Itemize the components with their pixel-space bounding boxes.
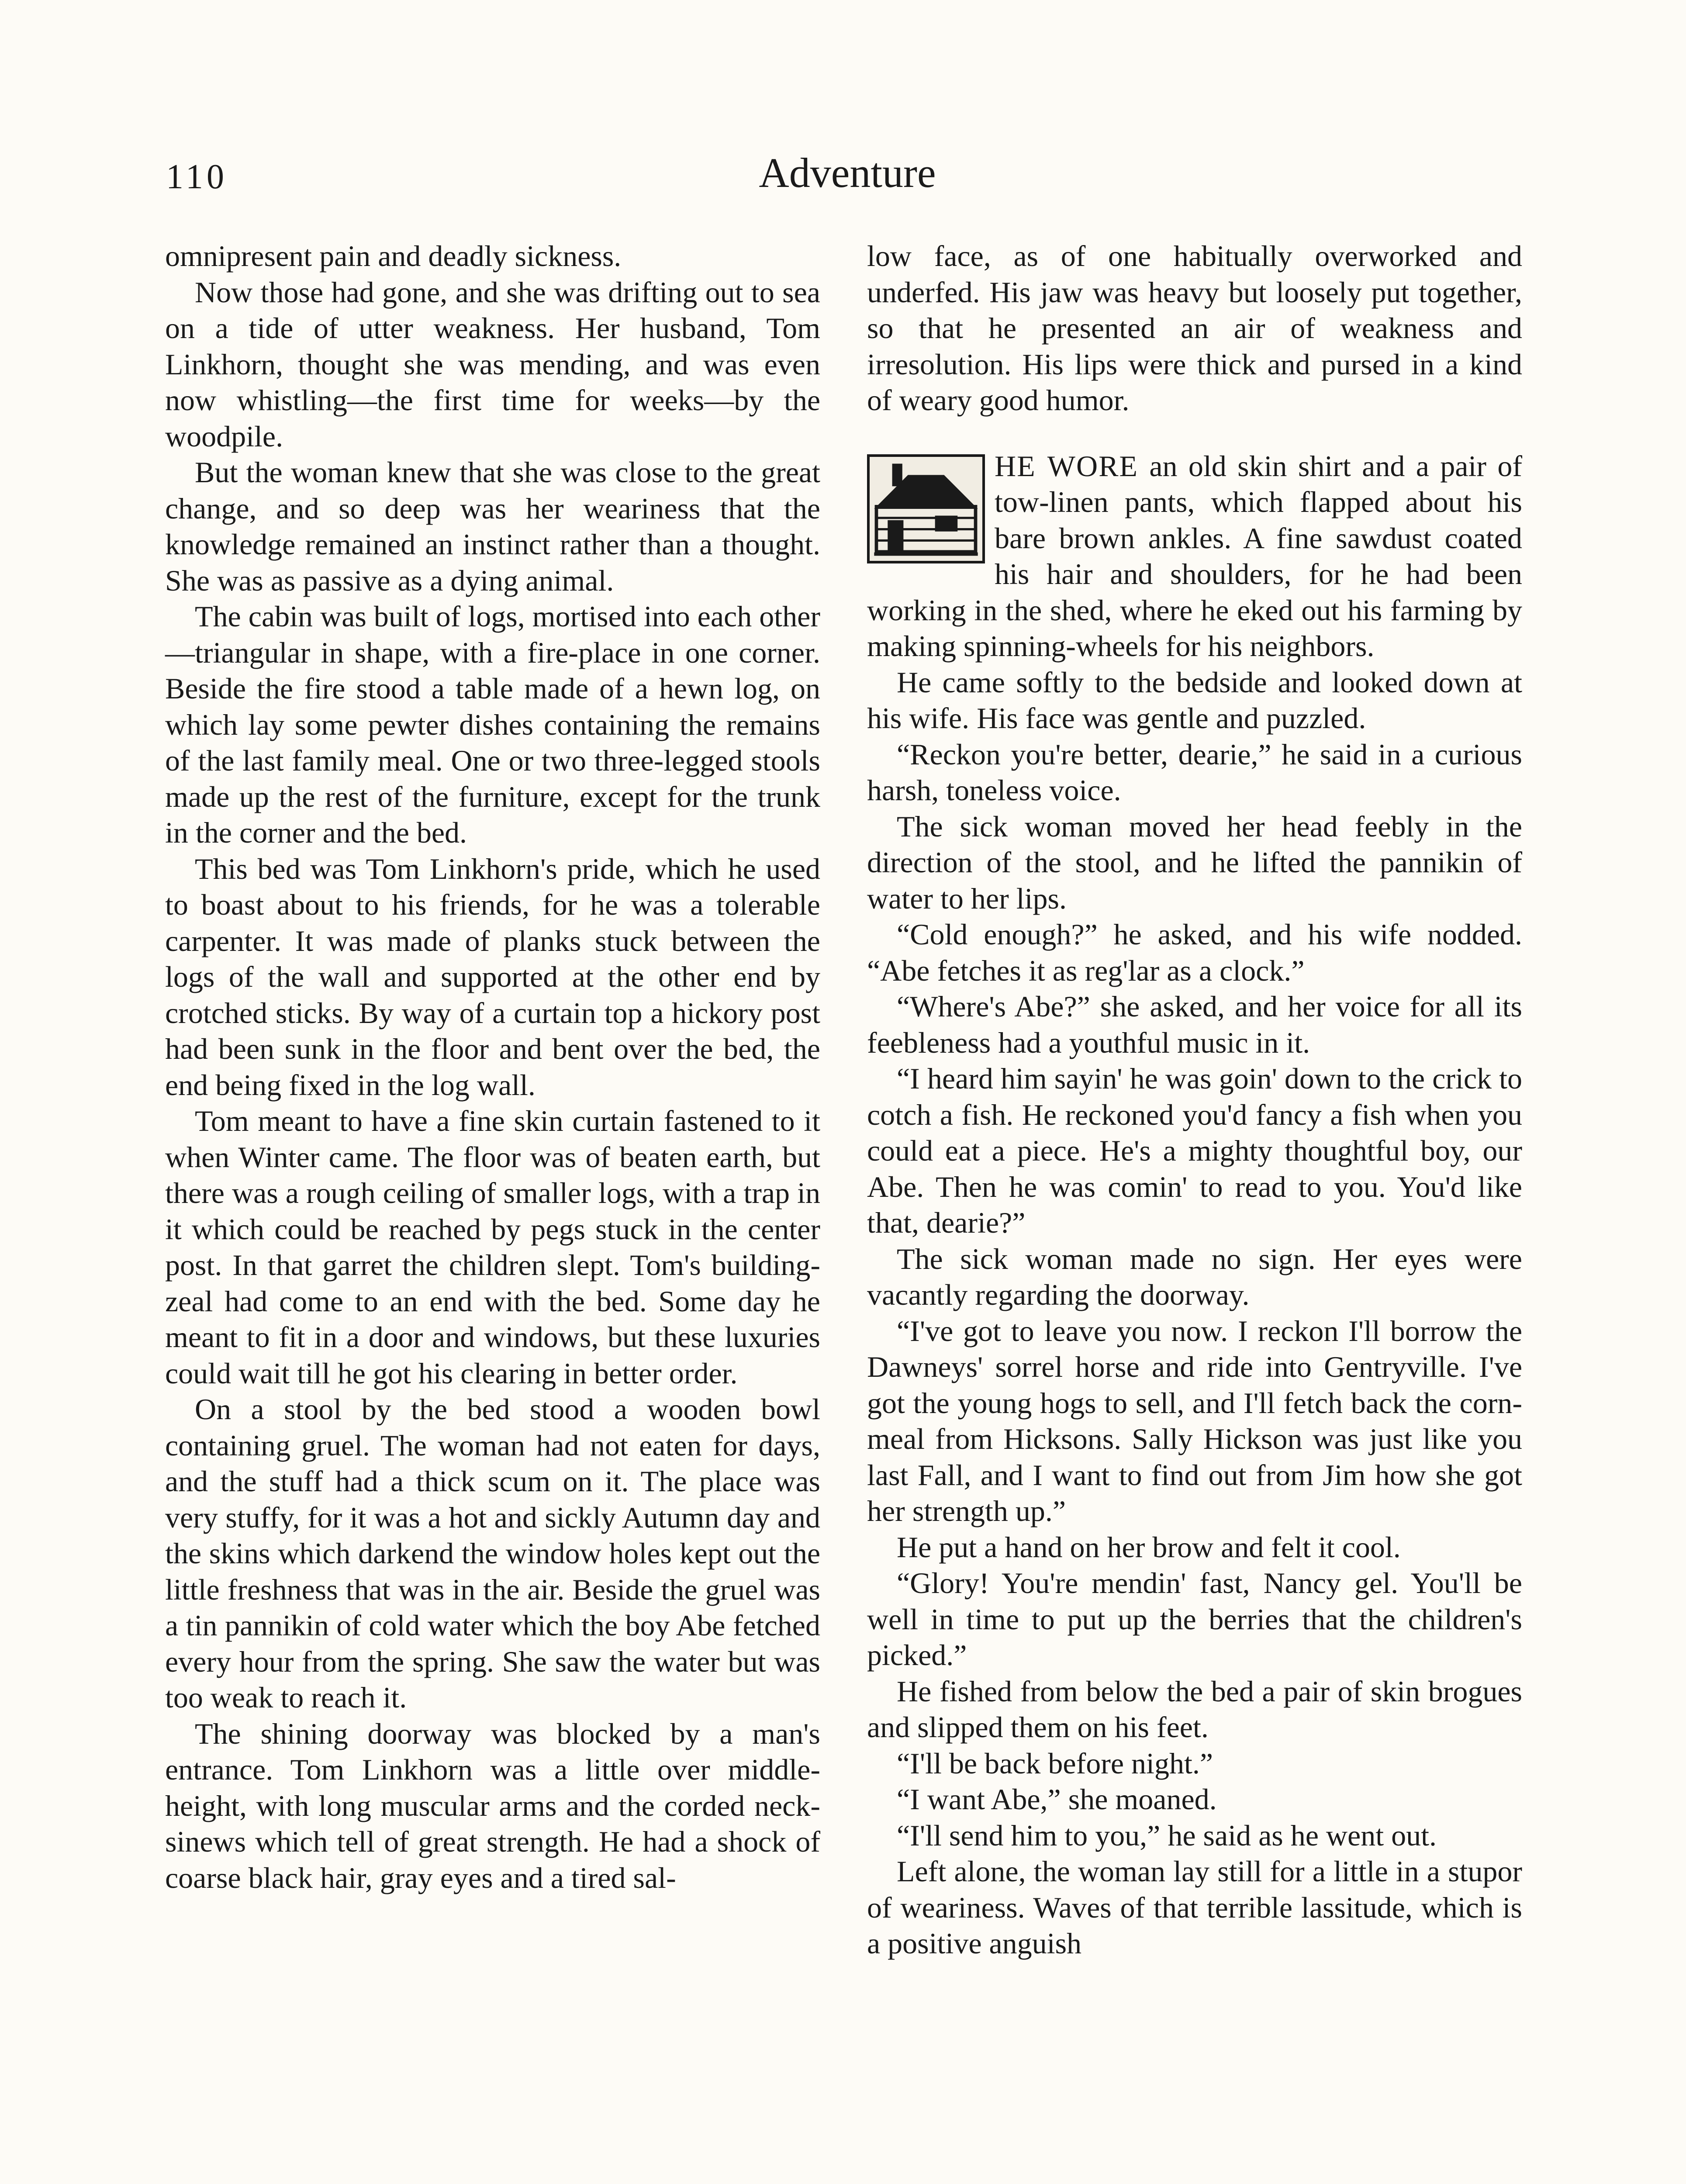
paragraph: Now those had gone, and she was drifting out to sea on a tide of utter weakness. Her husband, Tom Linkhorn, thought she was mending, and was even now whistling—the first time for weeks—by the woodpile. (165, 275, 820, 453)
paragraph: “Glory! You're mendin' fast, Nancy gel. You'll be well in time to put up the berries that the children's picked.” (867, 1566, 1522, 1672)
paragraph: He came softly to the bedside and looked down at his wife. His face was gentle and puzzled. (867, 665, 1522, 735)
dropcap-rest: an old skin shirt and a pair of tow-linen pants, which flapped about his bare brown ankles. A fine sawdust coated his hair and shoulders, for he had been working in the shed, where he eked out his farming by making spinning-wheels for his neighbors. (867, 449, 1522, 663)
paragraph: He put a hand on her brow and felt it cool. (897, 1530, 1401, 1564)
paragraph: “I'll be back before night.” (897, 1746, 1213, 1780)
paragraph: “I heard him sayin' he was goin' down to the crick to cotch a fish. He reckoned you'd fancy a fish when you could eat a piece. He's a mighty thoughtful boy, our Abe. Then he was comin' to read to you. You'd like that, dearie?” (867, 1062, 1522, 1239)
paragraph: This bed was Tom Linkhorn's pride, which he used to boast about to his friends, for he was a tolerable carpenter. It was made of planks stuck between the logs of the wall and supported at the other end by crotched sticks. By way of a curtain top a hickory post had been sunk in the floor and bent over the bed, the end being fixed in the log wall. (165, 852, 820, 1102)
paragraph: He fished from below the bed a pair of skin brogues and slipped them on his feet. (867, 1674, 1522, 1744)
paragraph: The sick woman made no sign. Her eyes were vacantly regarding the doorway. (867, 1242, 1522, 1311)
paragraph: “I'll send him to you,” he said as he went out. (897, 1818, 1437, 1852)
paragraph: On a stool by the bed stood a wooden bowl containing gruel. The woman had not eaten for days, and the stuff had a thick scum on it. The place was very stuffy, for it was a hot and sickly Autumn day and the skins which darkend the window holes kept out the little freshness that was in the air. Beside the gruel was a tin pannikin of cold water which the boy Abe fetched every hour from the spring. She saw the water but was too weak to reach it. (165, 1393, 820, 1714)
paragraph: But the woman knew that she was close to the great change, and so deep was her weariness that the knowledge remained an instinct rather than a thought. She was as passive as a dying animal. (165, 456, 820, 597)
log-cabin-illustration-icon (867, 454, 985, 563)
paragraph: The cabin was built of logs, mortised into each other—triangular in shape, with a fire-place in one corner. Beside the fire stood a table made of a hewn log, on which lay some pewter dishes containing the remains of the last family meal. One or two three-legged stools made up the rest of the furniture, except for the trunk in the corner and the bed. (165, 600, 820, 849)
running-title: Adventure (759, 149, 936, 196)
right-column (867, 238, 1522, 1962)
paragraph: The shining doorway was blocked by a man's entrance. Tom Linkhorn was a little over middle-height, with long muscular arms and the corded neck-sinews which tell of great strength. He had a shock of coarse black hair, gray eyes and a tired sal- (165, 1717, 820, 1894)
paragraph: Left alone, the woman lay still for a little in a stupor of weariness. Waves of that terrible lassitude, which is a positive anguish (867, 1855, 1522, 1960)
page-number: 110 (166, 158, 228, 196)
page-header (166, 149, 1529, 210)
dropcap-paragraph (867, 446, 1522, 664)
paragraph: “I've got to leave you now. I reckon I'll borrow the Dawneys' sorrel horse and ride into Gentryville. I've got the young hogs to sell, and I'll fetch back the corn-meal from Hicksons. Sally Hickson was just like you last Fall, and I want to find out from Jim how she got her strength up.” (867, 1314, 1522, 1527)
dropcap-lead: HE WORE (995, 449, 1138, 483)
paragraph: “Where's Abe?” she asked, and her voice for all its feebleness had a youthful music in it. (867, 990, 1522, 1059)
left-column (165, 238, 820, 1896)
paragraph: Tom meant to have a fine skin curtain fastened to it when Winter came. The floor was of beaten earth, but there was a rough ceiling of smaller logs, with a trap in it which could be reached by pegs stuck in the center post. In that garret the children slept. Tom's building-zeal had come to an end with the bed. Some day he meant to fit in a door and windows, but these luxuries could wait till he got his clearing in better order. (165, 1104, 820, 1390)
paragraph: The sick woman moved her head feebly in the direction of the stool, and he lifted the pannikin of water to her lips. (867, 809, 1522, 915)
paragraph: “Reckon you're better, dearie,” he said in a curious harsh, toneless voice. (867, 737, 1522, 807)
paragraph: “Cold enough?” he asked, and his wife nodded. “Abe fetches it as reg'lar as a clock.” (867, 918, 1522, 987)
paragraph: “I want Abe,” she moaned. (897, 1783, 1217, 1816)
paragraph: omnipresent pain and deadly sickness. (165, 239, 622, 273)
paragraph: low face, as of one habitually overworked and underfed. His jaw was heavy but loosely put together, so that he presented an air of weakness and irresolution. His lips were thick and pursed in a kind of weary good humor. (867, 239, 1522, 417)
